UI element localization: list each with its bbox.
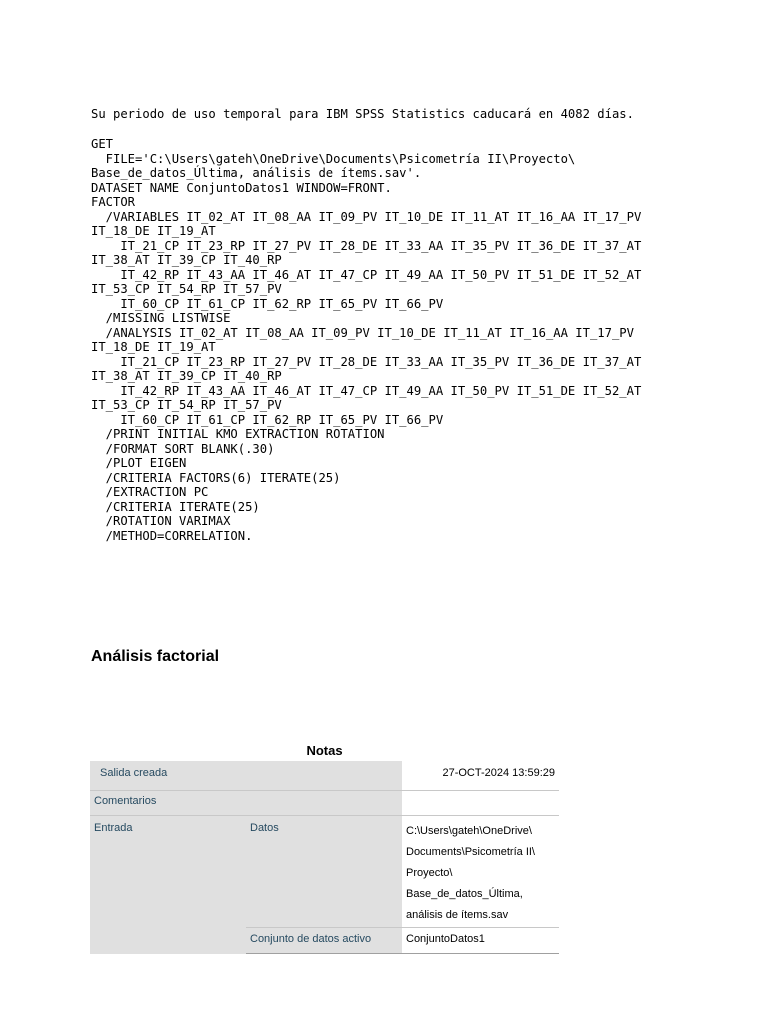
syntax-line: IT_60_CP IT_61_CP IT_62_RP IT_65_PV IT_66_PV <box>120 296 444 311</box>
syntax-line: FACTOR <box>91 195 136 209</box>
table-row <box>90 816 559 928</box>
salida-value: 27-OCT-2024 13:59:29 <box>402 761 559 791</box>
syntax-line: FILE='C:\Users\gateh\OneDrive\Documents\Psicometría II\Proyecto\ <box>105 151 576 166</box>
syntax-line: IT_18_DE IT_19_AT <box>91 340 216 354</box>
syntax-line: IT_18_DE IT_19_AT <box>91 224 216 238</box>
syntax-line: GET <box>91 137 114 151</box>
datos-path-line: Documents\Psicometría II\ <box>406 846 535 858</box>
syntax-line: IT_21_CP IT_23_RP IT_27_PV IT_28_DE IT_33_AA IT_35_PV IT_36_DE IT_37_AT <box>120 354 642 369</box>
syntax-line: IT_42_RP IT_43_AA IT_46_AT IT_47_CP IT_49_AA IT_50_PV IT_51_DE IT_52_AT <box>120 267 642 282</box>
datos-path-line: Base_de_datos_Última, <box>406 888 523 900</box>
syntax-line: /CRITERIA FACTORS(6) ITERATE(25) <box>105 470 341 485</box>
syntax-line: /EXTRACTION PC <box>105 485 209 499</box>
conjunto-value: ConjuntoDatos1 <box>402 928 559 954</box>
datos-value <box>402 816 559 928</box>
trial-notice: Su periodo de uso temporal para IBM SPSS Statistics caducará en 4082 días. <box>91 107 634 121</box>
syntax-line: IT_42_RP IT_43_AA IT_46_AT IT_47_CP IT_49_AA IT_50_PV IT_51_DE IT_52_AT <box>120 383 642 398</box>
syntax-line: IT_53_CP IT_54_RP IT_57_PV <box>91 282 282 296</box>
comentarios-label: Comentarios <box>90 791 402 816</box>
datos-label: Datos <box>246 816 402 928</box>
salida-label: Salida creada <box>90 761 402 791</box>
conjunto-label: Conjunto de datos activo <box>246 928 402 954</box>
entrada-label: Entrada <box>90 816 246 954</box>
syntax-line: Base_de_datos_Última, análisis de ítems.sav'. <box>91 166 422 180</box>
syntax-line: DATASET NAME ConjuntoDatos1 WINDOW=FRONT. <box>91 180 392 195</box>
syntax-line: /FORMAT SORT BLANK(.30) <box>105 441 275 456</box>
syntax-line: /MISSING LISTWISE <box>105 311 231 325</box>
syntax-line: IT_38_AT IT_39_CP IT_40_RP <box>91 369 282 383</box>
command-syntax <box>91 137 641 543</box>
table-row <box>90 761 559 791</box>
notes-table <box>90 761 559 954</box>
syntax-line: IT_53_CP IT_54_RP IT_57_PV <box>91 398 282 412</box>
datos-path-line: Proyecto\ <box>406 867 453 879</box>
syntax-line: /CRITERIA ITERATE(25) <box>105 499 260 514</box>
syntax-line: /VARIABLES IT_02_AT IT_08_AA IT_09_PV IT_10_DE IT_11_AT IT_16_AA IT_17_PV <box>105 209 642 224</box>
notes-table-title: Notas <box>306 743 343 758</box>
syntax-line: IT_21_CP IT_23_RP IT_27_PV IT_28_DE IT_33_AA IT_35_PV IT_36_DE IT_37_AT <box>120 238 642 253</box>
syntax-line: /PLOT EIGEN <box>105 456 187 470</box>
syntax-line: IT_38_AT IT_39_CP IT_40_RP <box>91 253 282 267</box>
section-title: Análisis factorial <box>91 648 220 665</box>
comentarios-value <box>402 791 559 816</box>
datos-path-line: C:\Users\gateh\OneDrive\ <box>406 825 532 837</box>
datos-path-line: análisis de ítems.sav <box>406 909 509 921</box>
table-row <box>90 791 559 816</box>
syntax-line: IT_60_CP IT_61_CP IT_62_RP IT_65_PV IT_66_PV <box>120 412 444 427</box>
syntax-line: /METHOD=CORRELATION. <box>91 528 253 543</box>
syntax-line: /ANALYSIS IT_02_AT IT_08_AA IT_09_PV IT_10_DE IT_11_AT IT_16_AA IT_17_PV <box>105 325 634 340</box>
syntax-line: /PRINT INITIAL KMO EXTRACTION ROTATION <box>105 427 385 441</box>
syntax-line: /ROTATION VARIMAX <box>105 514 231 528</box>
